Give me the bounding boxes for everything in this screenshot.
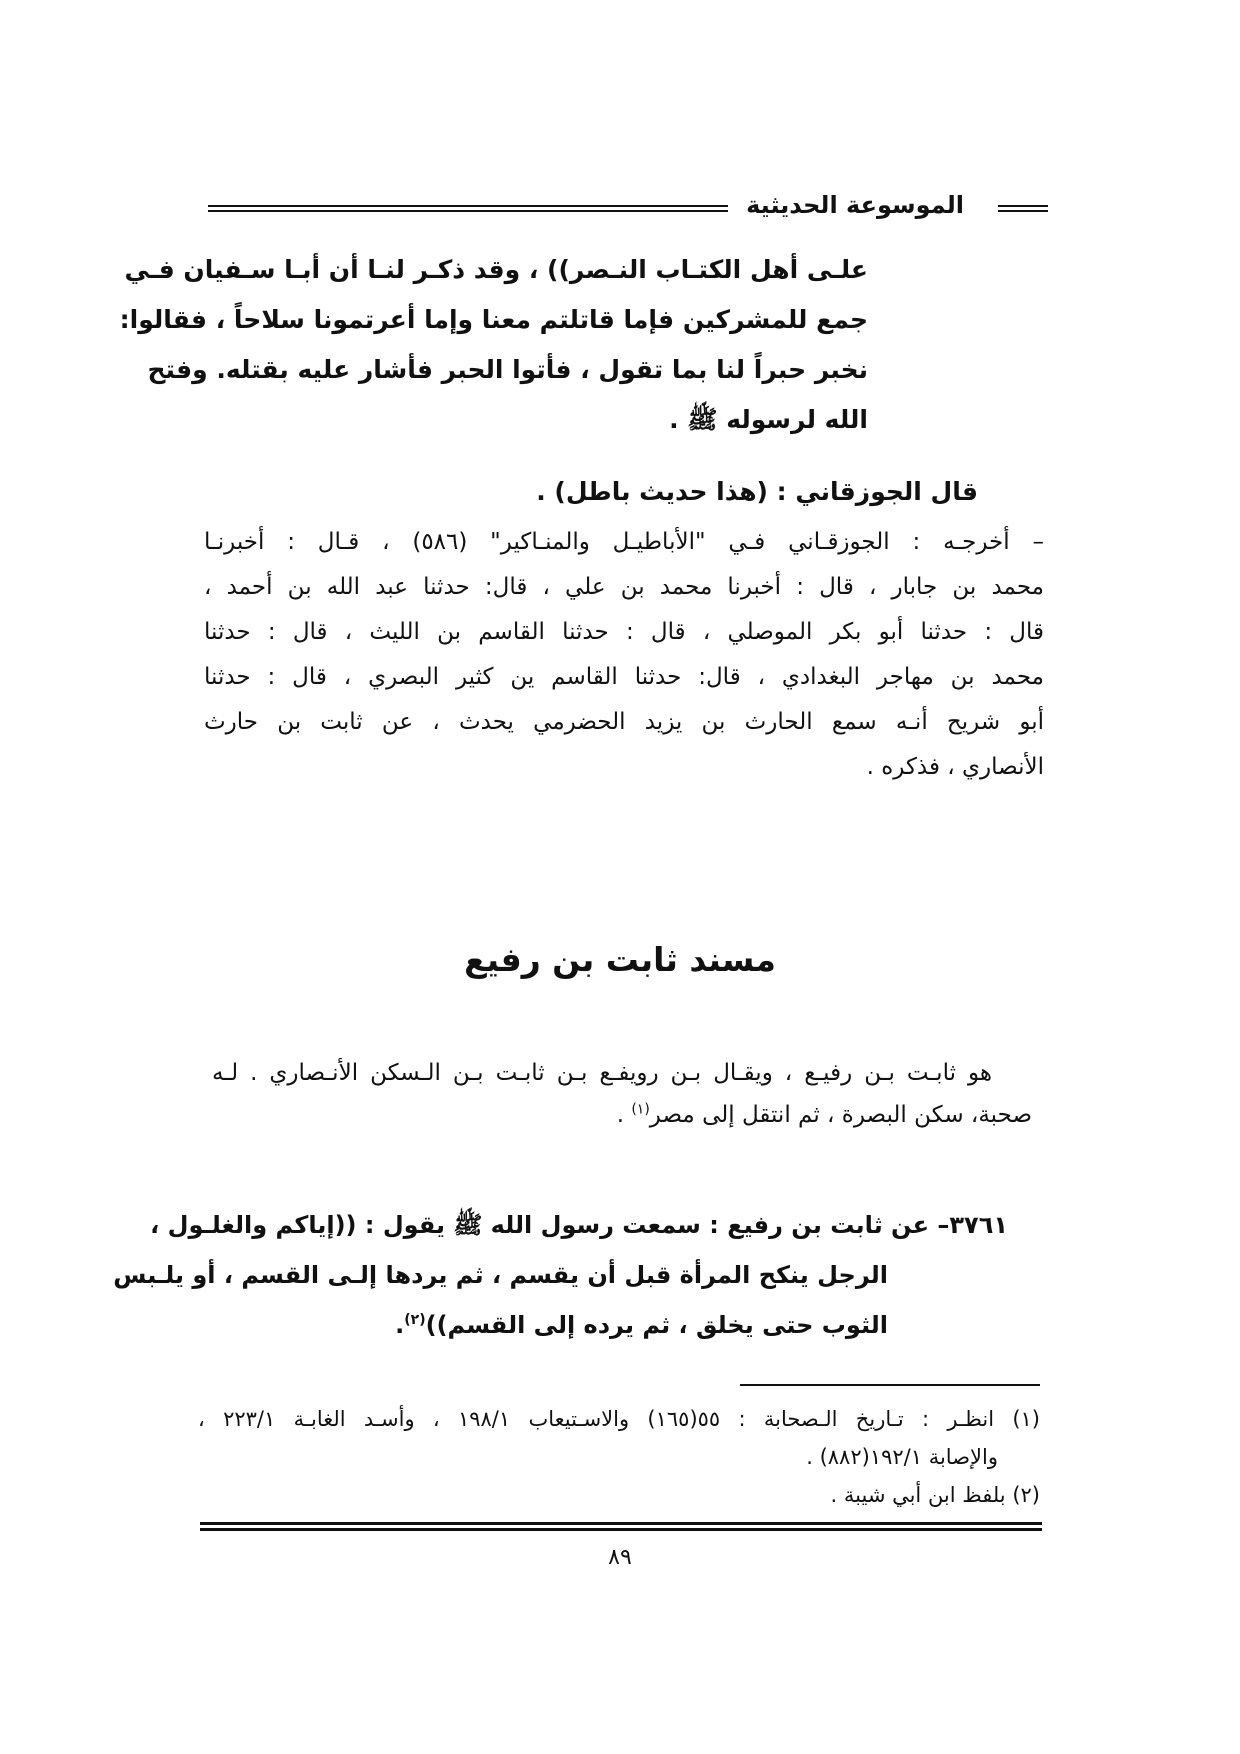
footnote-1-continued: والإصابة ١٩٢/١(٨٨٢) . — [806, 1445, 998, 1469]
text-line: محمد بن مهاجر البغدادي ، قال: حدثنا القاسم ين كثير البصري ، قال : حدثنا — [204, 664, 1044, 690]
section-heading: مسند ثابت بن رفيع — [464, 940, 776, 979]
hadith-text: الثوب حتى يخلق ، ثم يرده إلى القسم)) — [425, 1311, 888, 1339]
header-title: الموسوعة الحديثية — [738, 188, 972, 222]
text-line — [212, 1094, 1032, 1136]
hadith-text-end: . — [395, 1311, 405, 1339]
footnote-2: (٢) بلفظ ابن أبي شيبة . — [830, 1483, 1040, 1507]
footnotes — [198, 1400, 1040, 1514]
bio-text: صحبة، سكن البصرة ، ثم انتقل إلى مصر — [649, 1102, 1032, 1128]
hadith-text-continuation — [119, 245, 868, 445]
biography-paragraph — [212, 1052, 1032, 1136]
bio-text-end: . — [616, 1102, 632, 1128]
text-line: الأنصاري ، فذكره . — [866, 754, 1044, 780]
takhrij-paragraph — [204, 520, 1044, 790]
header-rule-short — [998, 205, 1048, 212]
page-number: ٨٩ — [608, 1545, 632, 1570]
text-line: نخبر حبراً لنا بما تقول ، فأتوا الحبر فأشار عليه بقتله. وفتح — [147, 355, 868, 384]
text-line: هو ثابـت بـن رفيـع ، ويقـال بـن رويفـع بـن ثابـت بـن الـسكن الأنـصاري . لـه — [212, 1060, 992, 1086]
text-line: – أخرجـه : الجوزقـاني فـي "الأباطيـل والمنـاكير" (٥٨٦) ، قـال : أخبرنـا — [204, 529, 1044, 555]
text-line: الله لرسوله ﷺ . — [669, 405, 868, 434]
footnote-separator — [740, 1384, 1040, 1386]
running-header — [208, 188, 1048, 228]
bottom-rule — [200, 1522, 1042, 1531]
hadith-line: ٣٧٦١– عن ثابت بن رفيع : سمعت رسول الله ﷺ يقول : ((إياكم والغلـول ، — [150, 1211, 1008, 1239]
text-line: محمد بن جابار ، قال : أخبرنا محمد بن علي ، قال: حدثنا عبد الله بن أحمد ، — [204, 574, 1044, 600]
text-line: قال : حدثنا أبو بكر الموصلي ، قال : حدثنا القاسم بن الليث ، قال : حدثنا — [204, 619, 1044, 645]
header-rule-long — [208, 205, 728, 212]
footnote-1: (١) انظـر : تـاريخ الـصحابة : ٥٥(١٦٥) والاسـتيعاب ١٩٨/١ ، وأسـد الغابـة ٢٢٣/١ ، — [198, 1407, 1040, 1431]
hadith-line: الرجل ينكح المرأة قبل أن يقسم ، ثم يردها إلـى القسم ، أو يلـبس — [113, 1261, 888, 1289]
text-line: أبو شريح أنـه سمع الحارث بن يزيد الحضرمي يحدث ، عن ثابت بن حارث — [204, 709, 1044, 735]
text-line: علـى أهل الكتـاب النـصر)) ، وقد ذكـر لنـا أن أبـا سـفيان فـي — [124, 255, 868, 284]
footnote-ref[interactable]: (٢) — [404, 1312, 426, 1328]
hadith-entry — [113, 1200, 1008, 1350]
verdict-quote: قال الجوزقاني : (هذا حديث باطل) . — [536, 477, 978, 506]
text-line: جمع للمشركين فإما قاتلتم معنا وإما أعرتمونا سلاحاً ، فقالوا: — [119, 305, 868, 334]
footnote-ref[interactable]: (١) — [631, 1101, 650, 1118]
hadith-line — [212, 1300, 1008, 1350]
